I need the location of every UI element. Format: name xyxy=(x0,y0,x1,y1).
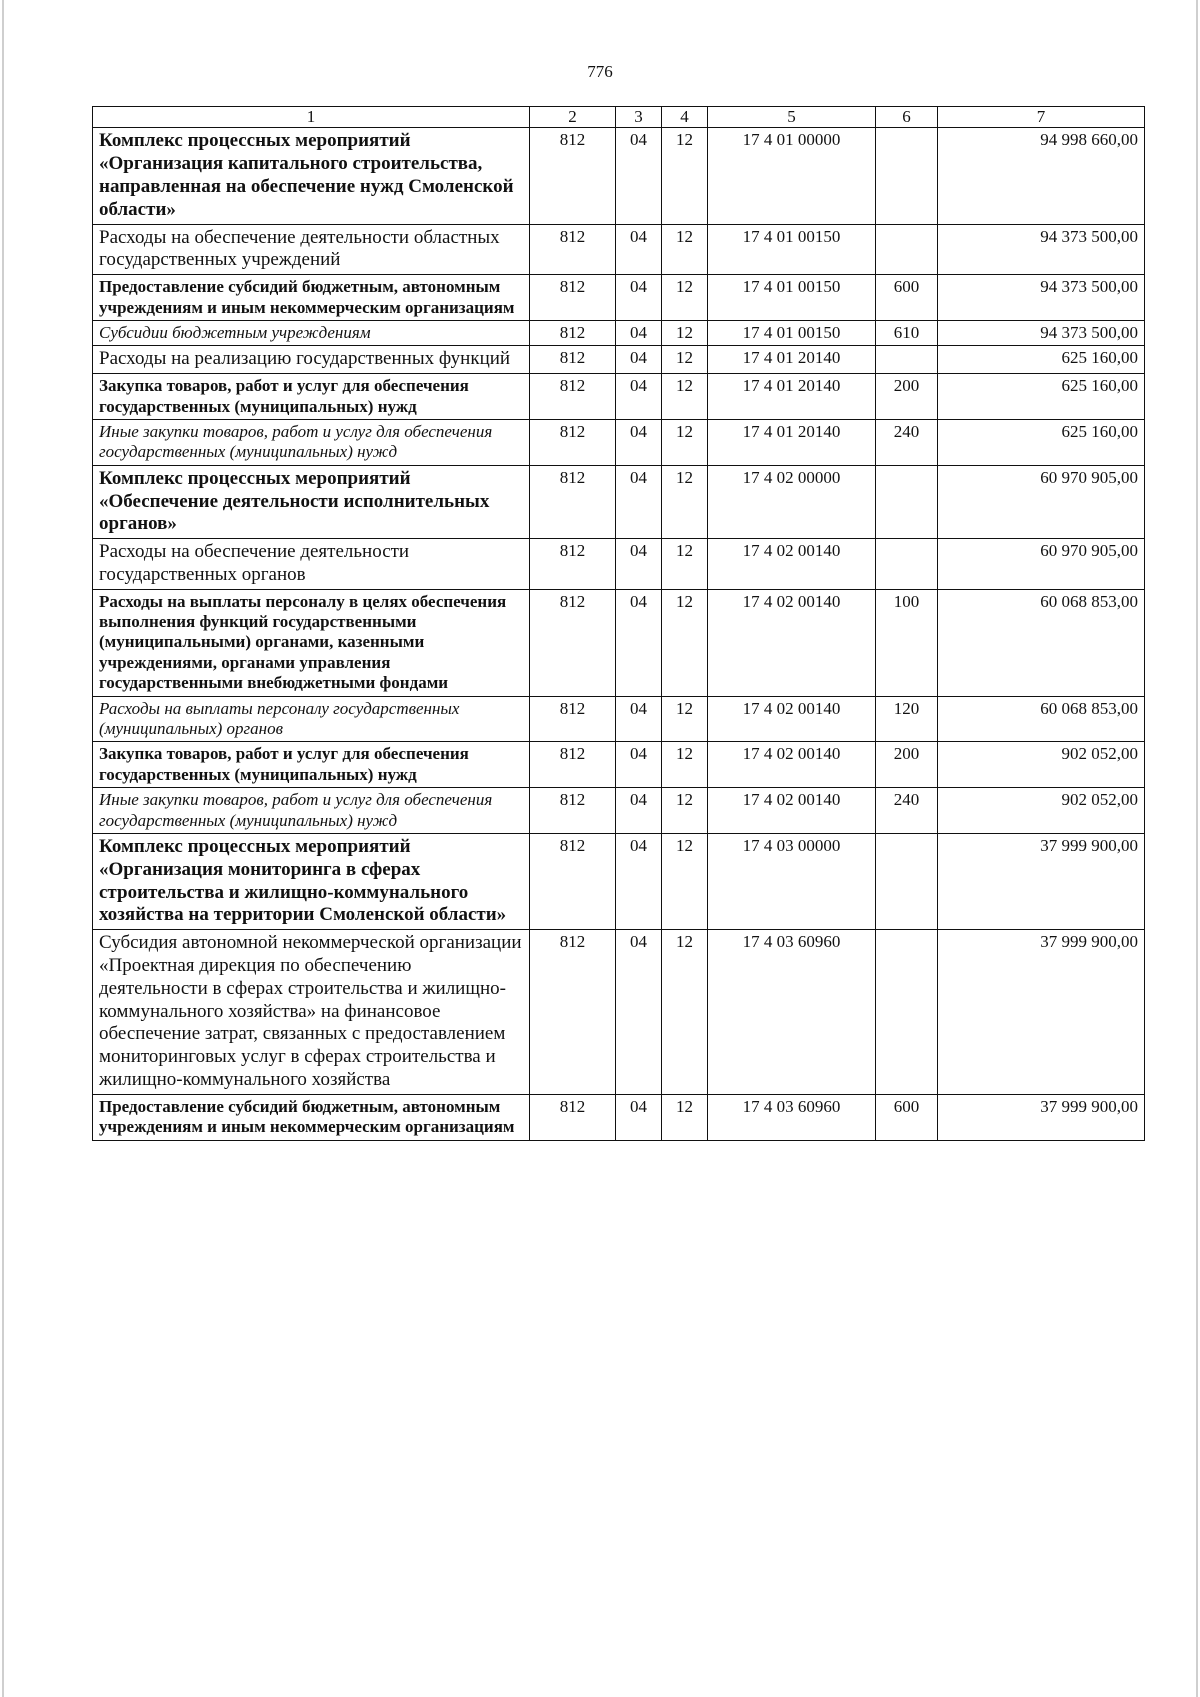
table-row xyxy=(93,930,1145,1095)
expense-type-code-cell xyxy=(876,539,938,590)
expense-type-code-cell: 600 xyxy=(876,1094,938,1140)
ministry-code-cell: 812 xyxy=(530,742,616,788)
target-article-code-cell: 17 4 02 00140 xyxy=(708,539,876,590)
ministry-code-cell: 812 xyxy=(530,788,616,834)
ministry-code-cell: 812 xyxy=(530,346,616,374)
table-row xyxy=(93,346,1145,374)
section-code-cell: 04 xyxy=(616,589,662,696)
amount-cell: 60 970 905,00 xyxy=(938,465,1145,538)
subsection-code-cell: 12 xyxy=(662,465,708,538)
table-row xyxy=(93,788,1145,834)
expense-type-code-cell xyxy=(876,465,938,538)
page-number: 776 xyxy=(587,62,613,81)
target-article-code-cell: 17 4 01 20140 xyxy=(708,419,876,465)
target-article-code-cell: 17 4 01 00150 xyxy=(708,224,876,275)
item-name-cell: Предоставление субсидий бюджетным, автономным учреждениям и иным некоммерческим организациям xyxy=(93,1094,530,1140)
subsection-code-cell: 12 xyxy=(662,320,708,345)
ministry-code-cell: 812 xyxy=(530,589,616,696)
item-name-cell: Субсидии бюджетным учреждениям xyxy=(93,320,530,345)
table-row xyxy=(93,539,1145,590)
section-code-cell: 04 xyxy=(616,128,662,224)
subsection-code-cell: 12 xyxy=(662,128,708,224)
amount-cell: 625 160,00 xyxy=(938,346,1145,374)
target-article-code-cell: 17 4 01 00150 xyxy=(708,320,876,345)
expense-type-code-cell: 240 xyxy=(876,788,938,834)
target-article-code-cell: 17 4 03 60960 xyxy=(708,930,876,1095)
column-header: 4 xyxy=(662,107,708,128)
amount-cell: 94 373 500,00 xyxy=(938,320,1145,345)
amount-cell: 60 068 853,00 xyxy=(938,589,1145,696)
table-row xyxy=(93,128,1145,224)
column-header: 2 xyxy=(530,107,616,128)
amount-cell: 902 052,00 xyxy=(938,742,1145,788)
ministry-code-cell: 812 xyxy=(530,465,616,538)
table-row xyxy=(93,419,1145,465)
target-article-code-cell: 17 4 01 20140 xyxy=(708,346,876,374)
table-row xyxy=(93,833,1145,929)
target-article-code-cell: 17 4 02 00140 xyxy=(708,742,876,788)
item-name-cell: Комплекс процессных мероприятий «Обеспечение деятельности исполнительных органов» xyxy=(93,465,530,538)
expense-type-code-cell xyxy=(876,833,938,929)
amount-cell: 37 999 900,00 xyxy=(938,833,1145,929)
table-row xyxy=(93,589,1145,696)
budget-table xyxy=(92,106,1145,1141)
column-header: 7 xyxy=(938,107,1145,128)
amount-cell: 94 998 660,00 xyxy=(938,128,1145,224)
section-code-cell: 04 xyxy=(616,788,662,834)
amount-cell: 37 999 900,00 xyxy=(938,1094,1145,1140)
subsection-code-cell: 12 xyxy=(662,1094,708,1140)
ministry-code-cell: 812 xyxy=(530,539,616,590)
subsection-code-cell: 12 xyxy=(662,374,708,420)
table-row xyxy=(93,224,1145,275)
section-code-cell: 04 xyxy=(616,419,662,465)
section-code-cell: 04 xyxy=(616,465,662,538)
amount-cell: 94 373 500,00 xyxy=(938,224,1145,275)
amount-cell: 37 999 900,00 xyxy=(938,930,1145,1095)
column-header: 5 xyxy=(708,107,876,128)
target-article-code-cell: 17 4 03 00000 xyxy=(708,833,876,929)
ministry-code-cell: 812 xyxy=(530,320,616,345)
subsection-code-cell: 12 xyxy=(662,224,708,275)
item-name-cell: Предоставление субсидий бюджетным, автономным учреждениям и иным некоммерческим организациям xyxy=(93,275,530,321)
target-article-code-cell: 17 4 01 00150 xyxy=(708,275,876,321)
item-name-cell: Расходы на выплаты персоналу государственных (муниципальных) органов xyxy=(93,696,530,742)
subsection-code-cell: 12 xyxy=(662,539,708,590)
expense-type-code-cell xyxy=(876,346,938,374)
expense-type-code-cell: 200 xyxy=(876,374,938,420)
item-name-cell: Комплекс процессных мероприятий «Организация капитального строительства, направленная на обеспечение нужд Смоленской области» xyxy=(93,128,530,224)
ministry-code-cell: 812 xyxy=(530,930,616,1095)
target-article-code-cell: 17 4 02 00140 xyxy=(708,589,876,696)
subsection-code-cell: 12 xyxy=(662,742,708,788)
expense-type-code-cell xyxy=(876,930,938,1095)
table-row xyxy=(93,374,1145,420)
ministry-code-cell: 812 xyxy=(530,696,616,742)
ministry-code-cell: 812 xyxy=(530,374,616,420)
item-name-cell: Расходы на реализацию государственных функций xyxy=(93,346,530,374)
expense-type-code-cell: 610 xyxy=(876,320,938,345)
amount-cell: 625 160,00 xyxy=(938,374,1145,420)
item-name-cell: Расходы на обеспечение деятельности государственных органов xyxy=(93,539,530,590)
column-header: 6 xyxy=(876,107,938,128)
item-name-cell: Закупка товаров, работ и услуг для обеспечения государственных (муниципальных) нужд xyxy=(93,374,530,420)
subsection-code-cell: 12 xyxy=(662,346,708,374)
expense-type-code-cell: 100 xyxy=(876,589,938,696)
target-article-code-cell: 17 4 02 00000 xyxy=(708,465,876,538)
item-name-cell: Расходы на выплаты персоналу в целях обеспечения выполнения функций государственными (муниципальными) органами, казенными учреждениями, органами управления государственными внебюджетными фондами xyxy=(93,589,530,696)
column-header: 1 xyxy=(93,107,530,128)
item-name-cell: Комплекс процессных мероприятий «Организация мониторинга в сферах строительства и жилищно-коммунального хозяйства на территории Смоленской области» xyxy=(93,833,530,929)
expense-type-code-cell: 240 xyxy=(876,419,938,465)
section-code-cell: 04 xyxy=(616,374,662,420)
table-row xyxy=(93,275,1145,321)
scan-edge-right xyxy=(1196,0,1198,1697)
section-code-cell: 04 xyxy=(616,833,662,929)
item-name-cell: Иные закупки товаров, работ и услуг для обеспечения государственных (муниципальных) нужд xyxy=(93,419,530,465)
ministry-code-cell: 812 xyxy=(530,1094,616,1140)
column-header: 3 xyxy=(616,107,662,128)
section-code-cell: 04 xyxy=(616,1094,662,1140)
subsection-code-cell: 12 xyxy=(662,833,708,929)
item-name-cell: Расходы на обеспечение деятельности областных государственных учреждений xyxy=(93,224,530,275)
amount-cell: 902 052,00 xyxy=(938,788,1145,834)
ministry-code-cell: 812 xyxy=(530,419,616,465)
table-row xyxy=(93,742,1145,788)
expense-type-code-cell: 200 xyxy=(876,742,938,788)
header-row xyxy=(93,107,1145,128)
target-article-code-cell: 17 4 02 00140 xyxy=(708,696,876,742)
amount-cell: 625 160,00 xyxy=(938,419,1145,465)
ministry-code-cell: 812 xyxy=(530,224,616,275)
subsection-code-cell: 12 xyxy=(662,696,708,742)
section-code-cell: 04 xyxy=(616,224,662,275)
amount-cell: 94 373 500,00 xyxy=(938,275,1145,321)
ministry-code-cell: 812 xyxy=(530,275,616,321)
section-code-cell: 04 xyxy=(616,346,662,374)
item-name-cell: Закупка товаров, работ и услуг для обеспечения государственных (муниципальных) нужд xyxy=(93,742,530,788)
item-name-cell: Субсидия автономной некоммерческой организации «Проектная дирекция по обеспечению деятельности в сферах строительства и жилищно-коммунального хозяйства» на финансовое обеспечение затрат, связанных с предоставлением мониторинговых услуг в сферах строительства и жилищно-коммунального хозяйства xyxy=(93,930,530,1095)
target-article-code-cell: 17 4 02 00140 xyxy=(708,788,876,834)
subsection-code-cell: 12 xyxy=(662,419,708,465)
section-code-cell: 04 xyxy=(616,275,662,321)
section-code-cell: 04 xyxy=(616,742,662,788)
expense-type-code-cell: 120 xyxy=(876,696,938,742)
ministry-code-cell: 812 xyxy=(530,833,616,929)
amount-cell: 60 068 853,00 xyxy=(938,696,1145,742)
expense-type-code-cell: 600 xyxy=(876,275,938,321)
table-row xyxy=(93,1094,1145,1140)
scan-edge-left xyxy=(2,0,4,1697)
item-name-cell: Иные закупки товаров, работ и услуг для обеспечения государственных (муниципальных) нужд xyxy=(93,788,530,834)
amount-cell: 60 970 905,00 xyxy=(938,539,1145,590)
expense-type-code-cell xyxy=(876,128,938,224)
section-code-cell: 04 xyxy=(616,539,662,590)
section-code-cell: 04 xyxy=(616,696,662,742)
section-code-cell: 04 xyxy=(616,930,662,1095)
table-row xyxy=(93,465,1145,538)
subsection-code-cell: 12 xyxy=(662,275,708,321)
ministry-code-cell: 812 xyxy=(530,128,616,224)
subsection-code-cell: 12 xyxy=(662,930,708,1095)
subsection-code-cell: 12 xyxy=(662,589,708,696)
table-row xyxy=(93,320,1145,345)
subsection-code-cell: 12 xyxy=(662,788,708,834)
target-article-code-cell: 17 4 03 60960 xyxy=(708,1094,876,1140)
target-article-code-cell: 17 4 01 00000 xyxy=(708,128,876,224)
table-row xyxy=(93,696,1145,742)
target-article-code-cell: 17 4 01 20140 xyxy=(708,374,876,420)
expense-type-code-cell xyxy=(876,224,938,275)
section-code-cell: 04 xyxy=(616,320,662,345)
